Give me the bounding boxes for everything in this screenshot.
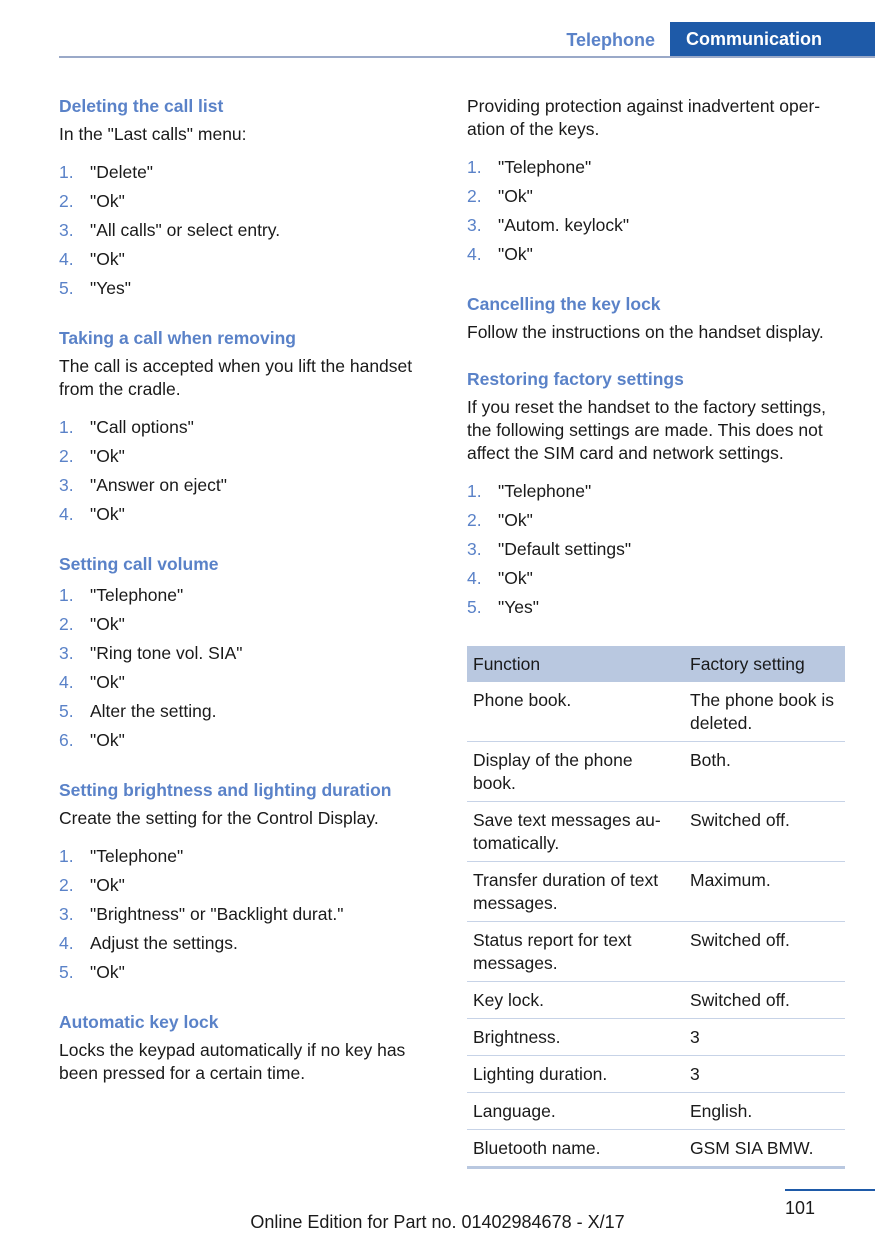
table-row bbox=[467, 802, 845, 862]
table-header-row bbox=[467, 646, 845, 682]
section-heading: Cancelling the key lock bbox=[467, 294, 661, 314]
section-call-volume bbox=[59, 553, 429, 755]
section-intro: Providing protection against inadvertent oper‐ation of the keys. bbox=[467, 96, 821, 139]
list-item: 3. "Brightness" or "Backlight durat." bbox=[59, 904, 344, 924]
list-item: 2. "Ok" bbox=[59, 446, 125, 466]
list-item: 3. "Default settings" bbox=[467, 539, 632, 559]
list-item: 2. "Ok" bbox=[467, 186, 533, 206]
table-cell: GSM SIA BMW. bbox=[684, 1130, 845, 1168]
steps-list bbox=[59, 158, 429, 303]
list-item: 1. "Telephone" bbox=[467, 157, 592, 177]
list-item: 2. "Ok" bbox=[59, 191, 125, 211]
table-row bbox=[467, 1019, 845, 1056]
list-item: 3. "Autom. keylock" bbox=[467, 215, 630, 235]
table-cell: Lighting duration. bbox=[467, 1056, 684, 1093]
list-item: 1. "Telephone" bbox=[59, 585, 184, 605]
list-item: 1. "Call options" bbox=[59, 417, 194, 437]
table-cell: Switched off. bbox=[684, 922, 845, 982]
section-heading: Restoring factory settings bbox=[467, 369, 684, 389]
list-item: 2. "Ok" bbox=[59, 614, 125, 634]
section-intro: The call is accepted when you lift the handset from the cradle. bbox=[59, 356, 413, 399]
section-intro: Create the setting for the Control Display. bbox=[59, 808, 379, 828]
table-cell: Switched off. bbox=[684, 802, 845, 862]
section-key-lock-steps bbox=[467, 95, 845, 269]
table-row bbox=[467, 862, 845, 922]
list-item: 2. "Ok" bbox=[59, 875, 125, 895]
list-item: 5. "Ok" bbox=[59, 962, 125, 982]
section-heading: Automatic key lock bbox=[59, 1012, 219, 1032]
table-cell: 3 bbox=[684, 1019, 845, 1056]
section-intro: If you reset the handset to the factory settings, the following settings are made. This does not affect the SIM card and network settings. bbox=[467, 397, 826, 463]
table-cell: Status report for text messages. bbox=[467, 922, 684, 982]
section-cancelling-key-lock bbox=[467, 293, 845, 344]
section-heading: Setting brightness and lighting duration bbox=[59, 780, 392, 800]
page-header bbox=[59, 22, 875, 58]
section-intro: In the "Last calls" menu: bbox=[59, 124, 247, 144]
page-number: 101 bbox=[785, 1198, 816, 1218]
table-cell: Language. bbox=[467, 1093, 684, 1130]
table-cell: English. bbox=[684, 1093, 845, 1130]
list-item: 1. "Telephone" bbox=[59, 846, 184, 866]
table-row bbox=[467, 682, 845, 742]
table-cell: Both. bbox=[684, 742, 845, 802]
table-cell: Brightness. bbox=[467, 1019, 684, 1056]
footer-rule bbox=[785, 1189, 875, 1191]
list-item: 1. "Telephone" bbox=[467, 481, 592, 501]
list-item: 1. "Delete" bbox=[59, 162, 154, 182]
steps-list bbox=[59, 842, 429, 987]
section-taking-call bbox=[59, 327, 429, 529]
column-header-factory-setting: Factory setting bbox=[684, 646, 845, 682]
table-cell: Maximum. bbox=[684, 862, 845, 922]
list-item: 3. "Answer on eject" bbox=[59, 475, 227, 495]
list-item: 4. "Ok" bbox=[59, 504, 125, 524]
table-cell: Bluetooth name. bbox=[467, 1130, 684, 1168]
table-row bbox=[467, 982, 845, 1019]
header-section-title: Telephone bbox=[566, 30, 655, 50]
table-cell: Save text messages au‐tomatically. bbox=[467, 802, 684, 862]
left-column bbox=[59, 95, 429, 1097]
list-item: 5. Alter the setting. bbox=[59, 701, 217, 721]
header-chapter-tab: Communication bbox=[670, 22, 875, 56]
right-column bbox=[467, 95, 845, 1169]
table-cell: 3 bbox=[684, 1056, 845, 1093]
section-automatic-key-lock bbox=[59, 1011, 429, 1085]
list-item: 4. "Ok" bbox=[467, 568, 533, 588]
section-deleting-call-list bbox=[59, 95, 429, 303]
list-item: 6. "Ok" bbox=[59, 730, 125, 750]
list-item: 3. "Ring tone vol. SIA" bbox=[59, 643, 243, 663]
factory-settings-table bbox=[467, 646, 845, 1169]
steps-list bbox=[467, 153, 845, 269]
section-heading: Setting call volume bbox=[59, 554, 219, 574]
list-item: 4. "Ok" bbox=[467, 244, 533, 264]
steps-list bbox=[59, 581, 429, 755]
steps-list bbox=[59, 413, 429, 529]
list-item: 4. "Ok" bbox=[59, 249, 125, 269]
section-intro: Locks the keypad automatically if no key has been pressed for a certain time. bbox=[59, 1040, 406, 1083]
list-item: 5. "Yes" bbox=[59, 278, 131, 298]
table-cell: The phone book is deleted. bbox=[684, 682, 845, 742]
table-cell: Transfer duration of text messages. bbox=[467, 862, 684, 922]
table-cell: Key lock. bbox=[467, 982, 684, 1019]
list-item: 5. "Yes" bbox=[467, 597, 539, 617]
section-intro: Follow the instructions on the handset display. bbox=[467, 322, 824, 342]
section-heading: Taking a call when removing bbox=[59, 328, 296, 348]
list-item: 4. Adjust the settings. bbox=[59, 933, 238, 953]
table-row bbox=[467, 1056, 845, 1093]
table-row bbox=[467, 1093, 845, 1130]
table-cell: Phone book. bbox=[467, 682, 684, 742]
table-row bbox=[467, 1130, 845, 1168]
section-brightness bbox=[59, 779, 429, 987]
footer-edition-text: Online Edition for Part no. 01402984678 - X/17 bbox=[250, 1212, 625, 1232]
section-restoring-factory bbox=[467, 368, 845, 622]
list-item: 3. "All calls" or select entry. bbox=[59, 220, 281, 240]
list-item: 2. "Ok" bbox=[467, 510, 533, 530]
table-cell: Switched off. bbox=[684, 982, 845, 1019]
list-item: 4. "Ok" bbox=[59, 672, 125, 692]
steps-list bbox=[467, 477, 845, 622]
section-heading: Deleting the call list bbox=[59, 96, 224, 116]
column-header-function: Function bbox=[467, 646, 684, 682]
table-cell: Display of the phone book. bbox=[467, 742, 684, 802]
table-row bbox=[467, 922, 845, 982]
table-row bbox=[467, 742, 845, 802]
